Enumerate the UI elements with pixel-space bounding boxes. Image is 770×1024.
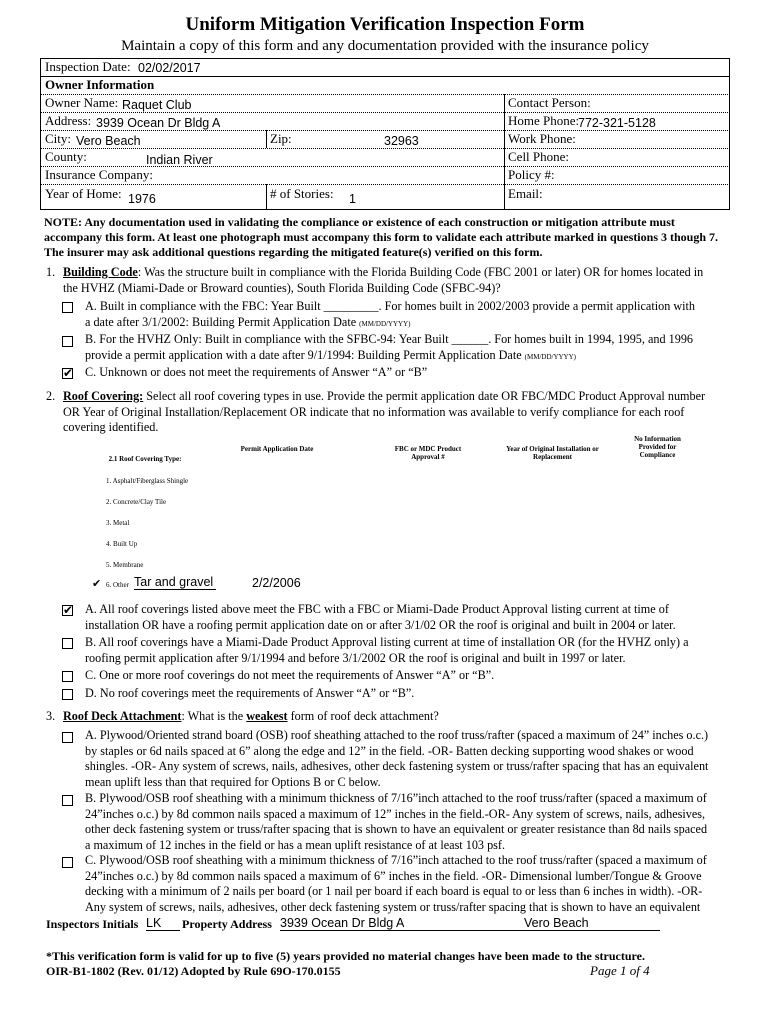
inspection-date-value[interactable]: 02/02/2017: [138, 61, 201, 75]
note-text: NOTE: Any documentation used in validating the compliance or existence of each construction or mitigation attribute must accompany this form. At least one photograph must accompany this form to validate each attribute marked in questions 3 though 7. The insurer may ask additional questions regarding the mitigated feature(s) verified on this form.: [44, 215, 719, 259]
q3c-line-2: 24”inches o.c.) by 8d common nails spaced a maximum of 6” inches in the field. -OR- Dimensional lumber/Tongue & Groove: [85, 869, 702, 883]
validity-note: *This verification form is valid for up to five (5) years provided no material changes have been made to the structure.: [46, 949, 645, 963]
q3-weakest: weakest: [246, 709, 288, 723]
q3b-line-2: 24”inches o.c.) by 8d common nails spaced a maximum of 12” inches in the field.-OR- Any system of screws, nails, adhesives,: [85, 807, 706, 821]
col-permit-date: Permit Application Date: [240, 445, 314, 453]
home-phone-label: Home Phone:: [508, 113, 580, 128]
q3b-line-4: a maximum of 12 inches in the field or has a mean uplift resistance of at least 103 psf.: [85, 838, 506, 852]
q3a-checkbox[interactable]: [62, 732, 73, 743]
q3c-line-4: Any system of screws, nails, adhesives, other deck fastening system or truss/rafter spacing that is shown to have an equivalent: [85, 900, 701, 914]
owner-name-value[interactable]: Raquet Club: [122, 98, 192, 112]
contact-person-label: Contact Person:: [508, 95, 591, 110]
county-value[interactable]: Indian River: [146, 153, 213, 167]
q1c-checkbox[interactable]: [62, 368, 73, 379]
q2-line-1: [63, 389, 733, 405]
q3a-line-1: A. Plywood/Oriented strand board (OSB) roof sheathing attached to the roof truss/rafter (spaced a maximum of 24” inches o.c.): [85, 728, 709, 742]
q1b-date-format: (MM/DD/YYYY): [524, 353, 577, 361]
q3a-line-2: by staples or 6d nails spaced at 6” along the edge and 12” in the field. -OR- Batten decking supporting wood shakes or wood: [85, 744, 694, 758]
property-address-line[interactable]: [280, 916, 660, 931]
checkmark-icon: ✔: [63, 366, 74, 380]
year-of-home-value[interactable]: 1976: [128, 192, 156, 206]
policy-label: Policy #:: [508, 167, 555, 182]
q3-line-1: [63, 709, 439, 725]
q1a-line-2: [85, 315, 411, 333]
property-address-label: Property Address: [182, 917, 272, 931]
q2a-line-1: A. All roof coverings listed above meet the FBC with a FBC or Miami-Dade Product Approval listing current at time of: [85, 602, 669, 616]
city-value[interactable]: Vero Beach: [76, 134, 141, 148]
roof-other-permit-date[interactable]: 2/2/2006: [252, 576, 301, 590]
zip-value[interactable]: 32963: [384, 134, 419, 148]
q2b-line-2: roofing permit application after 9/1/1994 and before 3/1/2002 OR the roof is original and built in 1997 or later.: [85, 651, 626, 665]
stories-value[interactable]: 1: [349, 192, 356, 206]
roof-type-1: 1. Asphalt/Fiberglass Shingle: [106, 477, 189, 485]
roof-type-6-label: 6. Other: [106, 581, 129, 589]
roof-type-6-checkmark-icon[interactable]: ✔: [92, 577, 102, 590]
page-number: Page 1 of 4: [590, 963, 650, 978]
address-value[interactable]: 3939 Ocean Dr Bldg A: [96, 116, 221, 130]
q2b-checkbox[interactable]: [62, 638, 73, 649]
q1-line-1: [63, 265, 733, 281]
form-title: Uniform Mitigation Verification Inspection Form: [185, 14, 585, 35]
q2c-text: C. One or more roof coverings do not meet the requirements of Answer “A” or “B”.: [85, 668, 495, 682]
roof-type-4: 4. Built Up: [106, 540, 138, 548]
city-label: City:: [45, 131, 72, 146]
q2-text-1: Select all roof covering types in use. Provide the permit application date OR FBC/MDC Product Approval number: [143, 389, 706, 403]
q3a-line-4: mean uplift less than that required for Options B or C below.: [85, 775, 381, 789]
work-phone-label: Work Phone:: [508, 131, 576, 146]
q2b-line-1: B. All roof coverings have a Miami-Dade Product Approval listing current at time of installation OR (for the HVHZ only) a: [85, 635, 689, 649]
roof-type-2: 2. Concrete/Clay Tile: [106, 498, 167, 506]
owner-name-label: Owner Name:: [45, 95, 119, 110]
q1a-checkbox[interactable]: [62, 302, 73, 313]
q1-heading: Building Code: [63, 265, 138, 279]
col-roof-type: 2.1 Roof Covering Type:: [108, 455, 182, 463]
col-year-installed: Year of Original Installation or Replacement: [506, 445, 599, 461]
q1a-text: a date after 3/1/2002: Building Permit Application Date: [85, 315, 357, 329]
property-city-value: Vero Beach: [524, 916, 589, 930]
zip-label: Zip:: [270, 131, 292, 146]
q2-text-3: covering identified.: [63, 420, 159, 434]
q3c-line-3: decking with a minimum of 2 nails per board (or 1 nail per board if each board is equal to or less than 6 inches in width). -OR-: [85, 884, 703, 898]
q1-number: 1.: [46, 265, 56, 279]
stories-label: # of Stories:: [270, 186, 334, 201]
q2a-line-2: installation OR have a roofing permit application date on or after 3/1/02 OR the roof is original and built in 2004 or later.: [85, 618, 676, 632]
address-label: Address:: [45, 113, 92, 128]
q2a-checkbox[interactable]: [62, 605, 73, 616]
cell-phone-label: Cell Phone:: [508, 149, 570, 164]
q1a-date-format: (MM/DD/YYYY): [359, 320, 411, 328]
initials-label: Inspectors Initials: [46, 917, 139, 931]
q1-text-2: the HVHZ (Miami-Dade or Broward counties), South Florida Building Code (SFBC-94)?: [63, 281, 501, 295]
q3c-checkbox[interactable]: [62, 857, 73, 868]
q3-text-post: form of roof deck attachment?: [287, 709, 439, 723]
email-label: Email:: [508, 186, 543, 201]
year-of-home-label: Year of Home:: [45, 186, 122, 201]
q2d-text: D. No roof coverings meet the requirements of Answer “A” or “B”.: [85, 686, 415, 700]
q3-heading: Roof Deck Attachment: [63, 709, 182, 723]
owner-info-heading: Owner Information: [45, 77, 155, 92]
q3c-line-1: C. Plywood/OSB roof sheathing with a minimum thickness of 7/16”inch attached to the roof truss/rafter (spaced a maximum of: [85, 853, 707, 867]
insurance-company-label: Insurance Company:: [45, 167, 153, 182]
q1b-text: provide a permit application with a date after 9/1/1994: Building Permit Application Date: [85, 348, 522, 362]
q2-number: 2.: [46, 389, 56, 403]
checkmark-icon: ✔: [63, 603, 74, 617]
form-id: OIR-B1-1802 (Rev. 01/12) Adopted by Rule 69O-170.0155: [46, 964, 341, 978]
q1b-line-2: [85, 348, 576, 366]
form-subtitle: Maintain a copy of this form and any documentation provided with the insurance policy: [121, 38, 649, 54]
initials-value[interactable]: LK: [146, 916, 180, 931]
q3a-line-3: shingles. -OR- Any system of screws, nails, adhesives, other deck fastening system or truss/rafter spacing that has an equivalent: [85, 759, 709, 773]
q3b-line-3: other deck fastening system or truss/rafter spacing that is shown to have an equivalent or greater resistance than 8d nails spaced: [85, 822, 708, 836]
q1-text-1: : Was the structure built in compliance with the Florida Building Code (FBC 2001 or later) OR for homes located in: [137, 265, 704, 279]
q2c-checkbox[interactable]: [62, 671, 73, 682]
q3-number: 3.: [46, 709, 56, 723]
q3-text-pre: : What is the: [181, 709, 247, 723]
inspection-date-label: Inspection Date:: [45, 59, 131, 74]
home-phone-value[interactable]: 772-321-5128: [578, 116, 656, 130]
q1b-checkbox[interactable]: [62, 336, 73, 347]
q2d-checkbox[interactable]: [62, 689, 73, 700]
q3b-line-1: B. Plywood/OSB roof sheathing with a minimum thickness of 7/16”inch attached to the roof truss/rafter (spaced a maximum of: [85, 791, 707, 805]
q3b-checkbox[interactable]: [62, 795, 73, 806]
q2-heading: Roof Covering:: [63, 389, 144, 403]
roof-type-3: 3. Metal: [106, 519, 130, 527]
q1a-line-1: A. Built in compliance with the FBC: Year Built _________. For homes built in 2002/2003 provide a permit application with: [85, 299, 696, 313]
property-address-value: 3939 Ocean Dr Bldg A: [280, 916, 405, 930]
col-fbc-approval: FBC or MDC Product Approval #: [394, 445, 462, 461]
col-no-info: No Information Provided for Compliance: [634, 435, 681, 459]
q2-text-2: OR Year of Original Installation/Replacement OR indicate that no information was available to verify compliance for each roof: [63, 405, 685, 419]
roof-type-other-value[interactable]: Tar and gravel: [134, 575, 216, 590]
q1c-text: C. Unknown or does not meet the requirements of Answer “A” or “B”: [85, 365, 428, 379]
q1b-line-1: B. For the HVHZ Only: Built in compliance with the SFBC-94: Year Built ______. For homes built in 1994, 1995, and 1996: [85, 332, 694, 346]
county-label: County:: [45, 149, 87, 164]
roof-type-5: 5. Membrane: [106, 561, 144, 569]
